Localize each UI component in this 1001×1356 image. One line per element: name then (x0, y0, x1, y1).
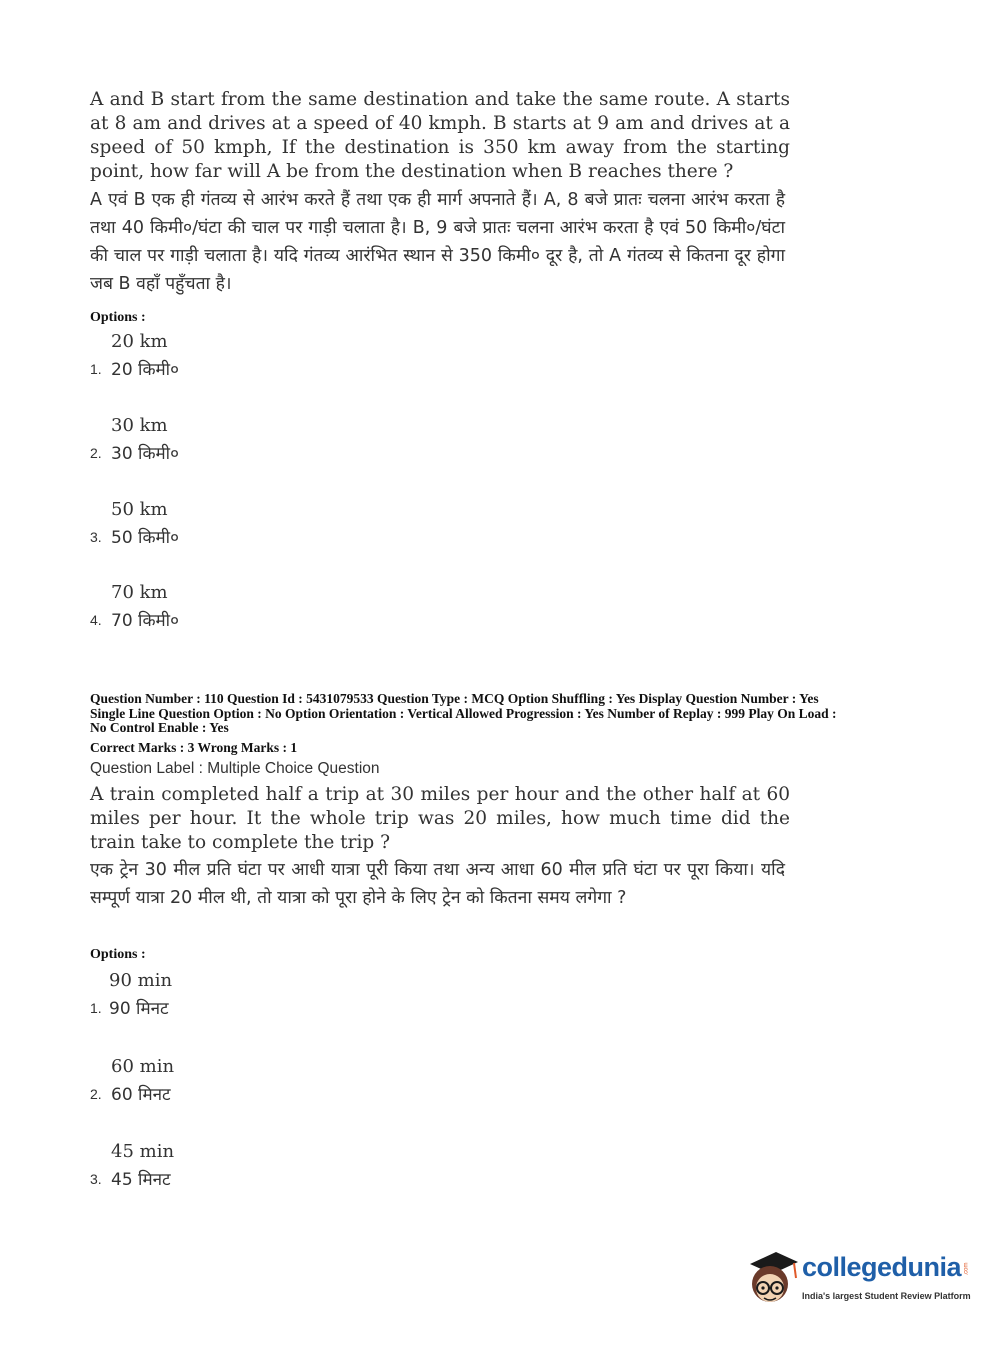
q1-option-3[interactable] (90, 499, 390, 569)
option-number: 2. (90, 1086, 102, 1102)
option-hindi: 45 मिनट (111, 1170, 171, 1190)
option-number: 3. (90, 529, 102, 545)
option-hindi: 20 किमी० (111, 360, 179, 380)
q2-meta-line-1: Question Number : 110 Question Id : 5431079533 Question Type : MCQ Option Shuffling : Yes Display Question Number : Yes (90, 691, 819, 706)
q1-options-label: Options : (90, 310, 146, 325)
q1-option-2[interactable] (90, 415, 390, 485)
q2-option-1[interactable] (90, 970, 390, 1040)
option-english: 30 km (111, 415, 168, 436)
q2-meta-line-2: Single Line Question Option : No Option Orientation : Vertical Allowed Progression : Yes Number of Replay : 999 Play On Load : (90, 706, 837, 721)
q2-option-3[interactable] (90, 1141, 390, 1211)
option-number: 1. (90, 1000, 102, 1016)
option-hindi: 50 किमी० (111, 528, 179, 548)
q2-option-2[interactable] (90, 1056, 390, 1126)
option-english: 90 min (109, 970, 173, 991)
q1-english-text: A and B start from the same destination and take the same route. A starts at 8 am and drives at a speed of 40 kmph. B starts at 9 am and drives at a speed of 50 kmph, If the destination is 350 km away from the starting point, how far will A be from the destination when B reaches there ? (90, 89, 790, 182)
option-number: 1. (90, 361, 102, 377)
option-number: 2. (90, 445, 102, 461)
q2-question-label: Question Label : Multiple Choice Question (90, 760, 380, 777)
option-english: 70 km (111, 582, 168, 603)
q2-marks: Correct Marks : 3 Wrong Marks : 1 (90, 740, 298, 755)
logo-com: .com (963, 1262, 970, 1276)
student-mascot-icon (742, 1248, 800, 1310)
q2-meta-line-3: No Control Enable : Yes (90, 720, 229, 735)
option-english: 20 km (111, 331, 168, 352)
logo-tagline: India's largest Student Review Platform (802, 1291, 971, 1301)
option-hindi: 70 किमी० (111, 611, 179, 631)
logo-wordmark: collegedunia (802, 1252, 962, 1282)
q1-hindi-text: A एवं B एक ही गंतव्य से आरंभ करते हैं तथा एक ही मार्ग अपनाते हैं। A, 8 बजे प्रातः चलना आरंभ करता है तथा 40 किमी०/घंटा की चाल पर गाड़ी चलाता है। B, 9 बजे प्रातः चलना आरंभ करता है एवं 50 किमी०/घंटा की चाल पर गाड़ी चलाता है। यदि गंतव्य आरंभित स्थान से 350 किमी० दूर है, तो A गंतव्य से कितना दूर होगा जब B वहाँ पहुँचता है। (90, 190, 785, 294)
option-hindi: 30 किमी० (111, 444, 179, 464)
option-number: 4. (90, 612, 102, 628)
option-english: 60 min (111, 1056, 175, 1077)
option-english: 50 km (111, 499, 168, 520)
q1-option-1[interactable] (90, 331, 390, 401)
q2-options-label: Options : (90, 947, 146, 962)
q1-option-4[interactable] (90, 582, 390, 652)
option-hindi: 90 मिनट (109, 999, 169, 1019)
option-hindi: 60 मिनट (111, 1085, 171, 1105)
collegedunia-logo (742, 1248, 972, 1308)
option-number: 3. (90, 1171, 102, 1187)
q2-hindi-text: एक ट्रेन 30 मील प्रति घंटा पर आधी यात्रा पूरी किया तथा अन्य आधा 60 मील प्रति घंटा पर पूरा किया। यदि सम्पूर्ण यात्रा 20 मील थी, तो यात्रा को पूरा होने के लिए ट्रेन को कितना समय लगेगा ? (90, 860, 785, 908)
option-english: 45 min (111, 1141, 175, 1162)
q2-english-text: A train completed half a trip at 30 miles per hour and the other half at 60 miles per hour. It the whole trip was 20 miles, how much time did the train take to complete the trip ? (90, 784, 790, 853)
